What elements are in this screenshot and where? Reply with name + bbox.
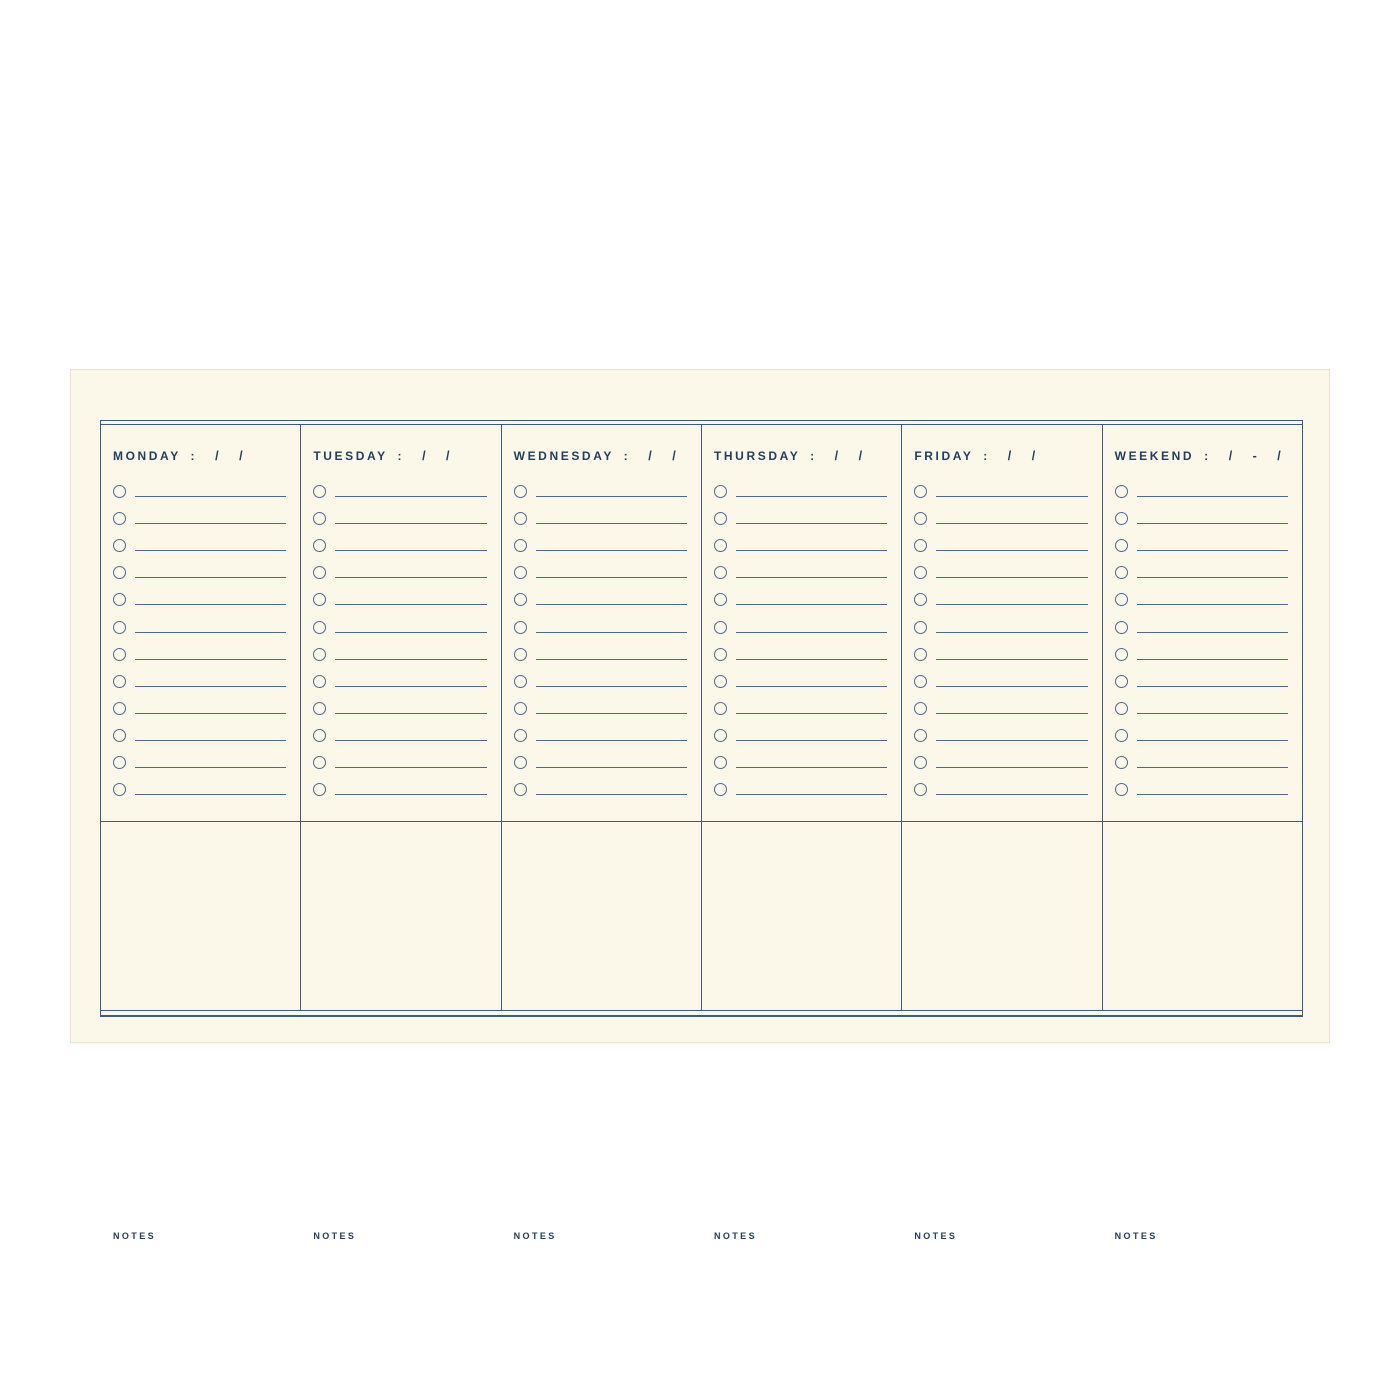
- task-write-line: [536, 659, 687, 660]
- day-title: WEEKEND :: [1114, 449, 1211, 463]
- task-row: [1115, 478, 1288, 505]
- task-write-line: [135, 740, 286, 741]
- task-checkbox-circle: [313, 675, 326, 688]
- task-row: [313, 586, 486, 613]
- task-checkbox-circle: [514, 783, 527, 796]
- task-checkbox-circle: [914, 539, 927, 552]
- task-checkbox-circle: [714, 702, 727, 715]
- task-row: [914, 586, 1087, 613]
- task-checkbox-circle: [514, 648, 527, 661]
- task-write-line: [1137, 659, 1288, 660]
- day-column-header: [1103, 447, 1302, 465]
- task-write-line: [736, 659, 887, 660]
- task-checkbox-circle: [514, 485, 527, 498]
- task-list: [514, 478, 687, 803]
- task-row: [113, 613, 286, 640]
- task-checkbox-circle: [113, 539, 126, 552]
- task-write-line: [135, 686, 286, 687]
- task-list: [313, 478, 486, 803]
- task-row: [914, 749, 1087, 776]
- task-write-line: [536, 577, 687, 578]
- task-checkbox-circle: [1115, 566, 1128, 579]
- task-checkbox-circle: [1115, 512, 1128, 525]
- task-write-line: [335, 550, 486, 551]
- task-checkbox-circle: [313, 485, 326, 498]
- task-row: [514, 586, 687, 613]
- task-checkbox-circle: [313, 512, 326, 525]
- task-checkbox-circle: [1115, 539, 1128, 552]
- planner-pad: [70, 369, 1330, 1241]
- task-row: [514, 559, 687, 586]
- task-row: [113, 776, 286, 803]
- task-row: [313, 478, 486, 505]
- task-row: [714, 505, 887, 532]
- task-checkbox-circle: [714, 566, 727, 579]
- day-columns: [101, 425, 1302, 1241]
- task-row: [1115, 613, 1288, 640]
- task-checkbox-circle: [113, 729, 126, 742]
- task-checkbox-circle: [914, 512, 927, 525]
- task-row: [1115, 749, 1288, 776]
- task-checkbox-circle: [313, 756, 326, 769]
- task-write-line: [1137, 713, 1288, 714]
- day-title: MONDAY :: [113, 449, 198, 463]
- task-row: [714, 695, 887, 722]
- day-column-header: [902, 447, 1101, 465]
- task-row: [113, 641, 286, 668]
- task-checkbox-circle: [714, 756, 727, 769]
- date-placeholder: / /: [1007, 449, 1041, 463]
- task-write-line: [1137, 794, 1288, 795]
- day-column-header: [502, 447, 701, 465]
- task-write-line: [536, 632, 687, 633]
- task-row: [113, 695, 286, 722]
- task-write-line: [335, 659, 486, 660]
- task-row: [313, 776, 486, 803]
- task-write-line: [335, 740, 486, 741]
- day-column: [301, 425, 501, 1241]
- task-checkbox-circle: [914, 756, 927, 769]
- task-checkbox-circle: [514, 621, 527, 634]
- task-row: [1115, 559, 1288, 586]
- task-row: [1115, 586, 1288, 613]
- task-write-line: [736, 577, 887, 578]
- task-write-line: [536, 496, 687, 497]
- task-checkbox-circle: [1115, 648, 1128, 661]
- task-write-line: [736, 523, 887, 524]
- task-write-line: [335, 632, 486, 633]
- task-row: [714, 532, 887, 559]
- task-write-line: [736, 604, 887, 605]
- task-checkbox-circle: [313, 593, 326, 606]
- task-write-line: [135, 632, 286, 633]
- task-checkbox-circle: [313, 783, 326, 796]
- task-write-line: [335, 496, 486, 497]
- task-write-line: [1137, 740, 1288, 741]
- task-checkbox-circle: [914, 593, 927, 606]
- task-write-line: [335, 577, 486, 578]
- task-row: [514, 668, 687, 695]
- task-row: [113, 722, 286, 749]
- notes-label: NOTES: [313, 1231, 357, 1241]
- task-checkbox-circle: [714, 539, 727, 552]
- task-row: [113, 532, 286, 559]
- task-checkbox-circle: [1115, 621, 1128, 634]
- day-column: [902, 425, 1102, 1241]
- task-write-line: [1137, 604, 1288, 605]
- task-row: [1115, 532, 1288, 559]
- task-write-line: [1137, 496, 1288, 497]
- notes-label: NOTES: [713, 1231, 757, 1241]
- task-write-line: [335, 767, 486, 768]
- task-write-line: [736, 496, 887, 497]
- day-column-header: [101, 447, 300, 465]
- task-checkbox-circle: [514, 675, 527, 688]
- task-write-line: [536, 767, 687, 768]
- task-write-line: [936, 713, 1087, 714]
- task-row: [1115, 695, 1288, 722]
- task-checkbox-circle: [914, 675, 927, 688]
- task-row: [514, 478, 687, 505]
- task-row: [313, 749, 486, 776]
- task-row: [914, 532, 1087, 559]
- task-write-line: [936, 659, 1087, 660]
- date-placeholder: / /: [215, 449, 248, 463]
- task-write-line: [135, 550, 286, 551]
- task-write-line: [1137, 523, 1288, 524]
- task-list: [1115, 478, 1288, 803]
- task-row: [1115, 722, 1288, 749]
- task-write-line: [936, 577, 1087, 578]
- day-title: TUESDAY :: [313, 449, 405, 463]
- task-checkbox-circle: [1115, 756, 1128, 769]
- task-checkbox-circle: [714, 593, 727, 606]
- day-column: [101, 425, 301, 1241]
- task-row: [914, 641, 1087, 668]
- task-write-line: [536, 686, 687, 687]
- task-checkbox-circle: [113, 566, 126, 579]
- task-row: [514, 532, 687, 559]
- notes-label: NOTES: [1114, 1231, 1158, 1241]
- task-write-line: [736, 550, 887, 551]
- task-write-line: [335, 523, 486, 524]
- notes-label: NOTES: [914, 1231, 958, 1241]
- task-write-line: [736, 767, 887, 768]
- notes-label: NOTES: [113, 1231, 157, 1241]
- day-column-header: [301, 447, 500, 465]
- task-checkbox-circle: [313, 621, 326, 634]
- task-row: [313, 722, 486, 749]
- task-checkbox-circle: [1115, 675, 1128, 688]
- task-write-line: [936, 496, 1087, 497]
- task-write-line: [936, 740, 1087, 741]
- task-checkbox-circle: [514, 566, 527, 579]
- task-write-line: [736, 686, 887, 687]
- task-write-line: [1137, 550, 1288, 551]
- task-row: [714, 776, 887, 803]
- notes-area: [301, 826, 500, 1241]
- task-row: [514, 749, 687, 776]
- task-write-line: [135, 659, 286, 660]
- day-column: [1103, 425, 1302, 1241]
- task-checkbox-circle: [714, 512, 727, 525]
- task-write-line: [736, 632, 887, 633]
- task-write-line: [135, 767, 286, 768]
- task-checkbox-circle: [514, 512, 527, 525]
- task-write-line: [536, 740, 687, 741]
- task-row: [914, 478, 1087, 505]
- task-row: [714, 613, 887, 640]
- task-row: [514, 776, 687, 803]
- task-row: [113, 559, 286, 586]
- task-write-line: [736, 713, 887, 714]
- task-row: [1115, 505, 1288, 532]
- task-row: [514, 695, 687, 722]
- task-write-line: [536, 523, 687, 524]
- task-write-line: [1137, 632, 1288, 633]
- task-row: [514, 613, 687, 640]
- task-checkbox-circle: [914, 783, 927, 796]
- task-write-line: [1137, 577, 1288, 578]
- task-row: [914, 559, 1087, 586]
- task-checkbox-circle: [1115, 729, 1128, 742]
- day-column-header: [702, 447, 901, 465]
- task-checkbox-circle: [113, 648, 126, 661]
- task-row: [714, 478, 887, 505]
- planner-grid: [100, 420, 1303, 1241]
- task-row: [313, 695, 486, 722]
- task-row: [113, 668, 286, 695]
- task-checkbox-circle: [1115, 783, 1128, 796]
- date-placeholder: / /: [834, 449, 868, 463]
- task-row: [1115, 641, 1288, 668]
- task-checkbox-circle: [313, 648, 326, 661]
- task-row: [113, 749, 286, 776]
- task-row: [914, 776, 1087, 803]
- task-write-line: [135, 713, 286, 714]
- day-column: [702, 425, 902, 1241]
- task-write-line: [335, 686, 486, 687]
- notes-area: [502, 826, 701, 1241]
- task-checkbox-circle: [914, 729, 927, 742]
- date-placeholder: / - /: [1228, 449, 1286, 463]
- notes-area: [702, 826, 901, 1241]
- task-checkbox-circle: [113, 756, 126, 769]
- task-checkbox-circle: [113, 621, 126, 634]
- task-checkbox-circle: [1115, 485, 1128, 498]
- task-row: [113, 505, 286, 532]
- task-row: [714, 722, 887, 749]
- task-row: [313, 641, 486, 668]
- day-title: THURSDAY :: [713, 449, 817, 463]
- task-write-line: [536, 550, 687, 551]
- task-write-line: [135, 577, 286, 578]
- task-checkbox-circle: [514, 702, 527, 715]
- task-write-line: [135, 496, 286, 497]
- task-list: [113, 478, 286, 803]
- task-checkbox-circle: [714, 729, 727, 742]
- task-write-line: [936, 550, 1087, 551]
- task-write-line: [936, 632, 1087, 633]
- task-checkbox-circle: [914, 621, 927, 634]
- notes-area: [902, 826, 1101, 1241]
- task-row: [1115, 668, 1288, 695]
- task-checkbox-circle: [714, 485, 727, 498]
- task-row: [914, 505, 1087, 532]
- task-row: [113, 478, 286, 505]
- task-write-line: [1137, 686, 1288, 687]
- task-write-line: [936, 686, 1087, 687]
- task-row: [313, 559, 486, 586]
- task-row: [313, 532, 486, 559]
- task-row: [313, 668, 486, 695]
- task-checkbox-circle: [113, 675, 126, 688]
- task-checkbox-circle: [113, 702, 126, 715]
- task-checkbox-circle: [914, 566, 927, 579]
- task-write-line: [335, 713, 486, 714]
- task-checkbox-circle: [914, 485, 927, 498]
- day-title: WEDNESDAY :: [513, 449, 631, 463]
- task-checkbox-circle: [1115, 593, 1128, 606]
- day-column: [502, 425, 702, 1241]
- task-row: [914, 613, 1087, 640]
- task-checkbox-circle: [1115, 702, 1128, 715]
- task-write-line: [135, 604, 286, 605]
- notes-divider-line: [101, 821, 1302, 823]
- task-write-line: [536, 794, 687, 795]
- task-write-line: [736, 740, 887, 741]
- task-row: [514, 641, 687, 668]
- date-placeholder: / /: [422, 449, 455, 463]
- task-write-line: [335, 794, 486, 795]
- task-row: [714, 641, 887, 668]
- task-checkbox-circle: [714, 783, 727, 796]
- task-checkbox-circle: [914, 702, 927, 715]
- task-checkbox-circle: [313, 702, 326, 715]
- task-checkbox-circle: [514, 729, 527, 742]
- task-write-line: [936, 767, 1087, 768]
- task-row: [514, 505, 687, 532]
- task-checkbox-circle: [113, 485, 126, 498]
- task-checkbox-circle: [514, 756, 527, 769]
- task-row: [714, 749, 887, 776]
- day-title: FRIDAY :: [914, 449, 990, 463]
- task-row: [714, 586, 887, 613]
- task-row: [914, 668, 1087, 695]
- notes-area: [101, 826, 300, 1241]
- task-row: [714, 559, 887, 586]
- task-row: [1115, 776, 1288, 803]
- task-write-line: [335, 604, 486, 605]
- task-write-line: [936, 794, 1087, 795]
- task-checkbox-circle: [714, 621, 727, 634]
- task-checkbox-circle: [714, 675, 727, 688]
- date-placeholder: / /: [648, 449, 681, 463]
- task-checkbox-circle: [113, 783, 126, 796]
- task-row: [313, 613, 486, 640]
- inner-bottom-rule: [101, 1010, 1302, 1012]
- task-row: [914, 722, 1087, 749]
- task-checkbox-circle: [313, 729, 326, 742]
- task-write-line: [135, 794, 286, 795]
- task-row: [914, 695, 1087, 722]
- task-checkbox-circle: [113, 593, 126, 606]
- task-row: [113, 586, 286, 613]
- task-list: [714, 478, 887, 803]
- task-checkbox-circle: [313, 539, 326, 552]
- task-write-line: [536, 604, 687, 605]
- notes-area: [1103, 826, 1302, 1241]
- task-row: [714, 668, 887, 695]
- task-write-line: [135, 523, 286, 524]
- task-row: [514, 722, 687, 749]
- task-list: [914, 478, 1087, 803]
- task-checkbox-circle: [514, 539, 527, 552]
- task-write-line: [936, 604, 1087, 605]
- task-checkbox-circle: [313, 566, 326, 579]
- task-write-line: [736, 794, 887, 795]
- task-checkbox-circle: [914, 648, 927, 661]
- task-checkbox-circle: [714, 648, 727, 661]
- task-write-line: [536, 713, 687, 714]
- notes-label: NOTES: [513, 1231, 557, 1241]
- task-checkbox-circle: [113, 512, 126, 525]
- task-row: [313, 505, 486, 532]
- task-write-line: [1137, 767, 1288, 768]
- task-checkbox-circle: [514, 593, 527, 606]
- task-write-line: [936, 523, 1087, 524]
